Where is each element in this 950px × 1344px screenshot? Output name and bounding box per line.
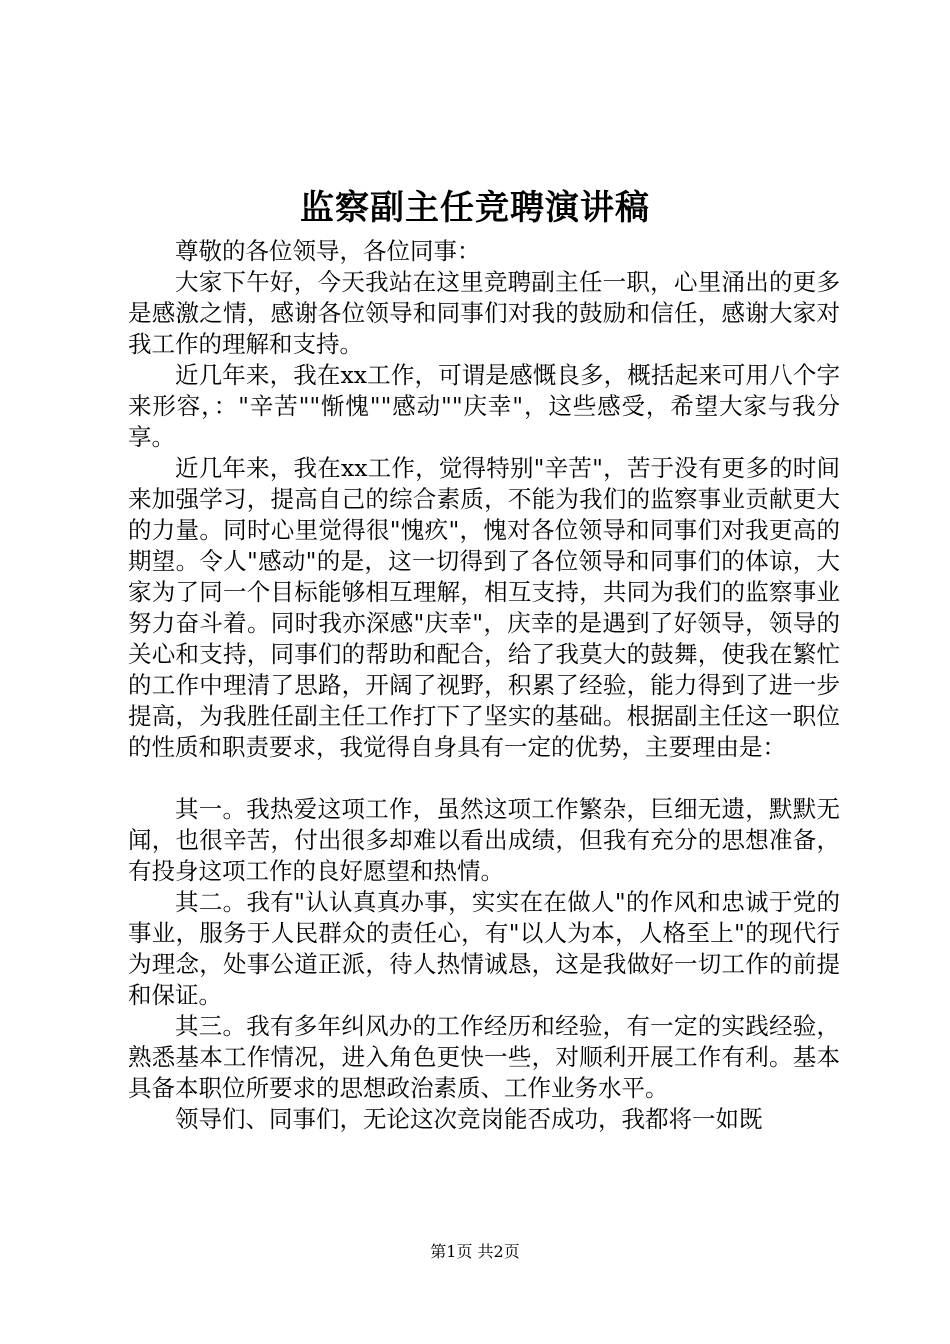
reason-two-paragraph: 其二。我有"认认真真办事，实实在在做人"的作风和忠诚于党的事业，服务于人民群众的责任心，有"以人为本，人格至上"的现代行为理念，处事公道正派，待人热情诚恳，这是我做好一切工作的前提和保证。 [128, 888, 840, 1009]
feelings-intro-paragraph: 近几年来，我在xx工作，可谓是感慨良多，概括起来可用八个字来形容，："辛苦""惭愧""感动""庆幸"，这些感受，希望大家与我分享。 [128, 361, 840, 451]
reason-three-paragraph: 其三。我有多年纠风办的工作经历和经验，有一定的实践经验，熟悉基本工作情况，进入角色更快一些，对顺利开展工作有利。基本具备本职位所要求的思想政治素质、工作业务水平。 [128, 1012, 840, 1102]
salutation-paragraph: 尊敬的各位领导，各位同事： [175, 237, 481, 265]
closing-paragraph: 领导们、同事们，无论这次竞岗能否成功，我都将一如既 [175, 1105, 763, 1133]
experience-paragraph: 近几年来，我在xx工作，觉得特别"辛苦"，苦于没有更多的时间来加强学习，提高自己的综合素质，不能为我们的监察事业贡献更大的力量。同时心里觉得很"愧疚"，愧对各位领导和同事们对我更高的期望。令人"感动"的是，这一切得到了各位领导和同事们的体谅，大家为了同一个目标能够相互理解，相互支持，共同为我们的监察事业努力奋斗着。同时我亦深感"庆幸"，庆幸的是遇到了好领导，领导的关心和支持，同事们的帮助和配合，给了我莫大的鼓舞，使我在繁忙的工作中理清了思路，开阔了视野，积累了经验，能力得到了进一步提高，为我胜任副主任工作打下了坚实的基础。根据副主任这一职位的性质和职责要求，我觉得自身具有一定的优势，主要理由是： [128, 454, 840, 761]
greeting-paragraph: 大家下午好，今天我站在这里竞聘副主任一职，心里涌出的更多是感激之情，感谢各位领导和同事们对我的鼓励和信任，感谢大家对我工作的理解和支持。 [128, 268, 840, 358]
document-title: 监察副主任竞聘演讲稿 [300, 188, 650, 228]
reason-one-paragraph: 其一。我热爱这项工作，虽然这项工作繁杂，巨细无遗，默默无闻，也很辛苦，付出很多却难以看出成绩，但我有充分的思想准备，有投身这项工作的良好愿望和热情。 [128, 795, 840, 885]
document-body [128, 236, 840, 1135]
page-number-footer: 第1页 共2页 [430, 1242, 520, 1261]
